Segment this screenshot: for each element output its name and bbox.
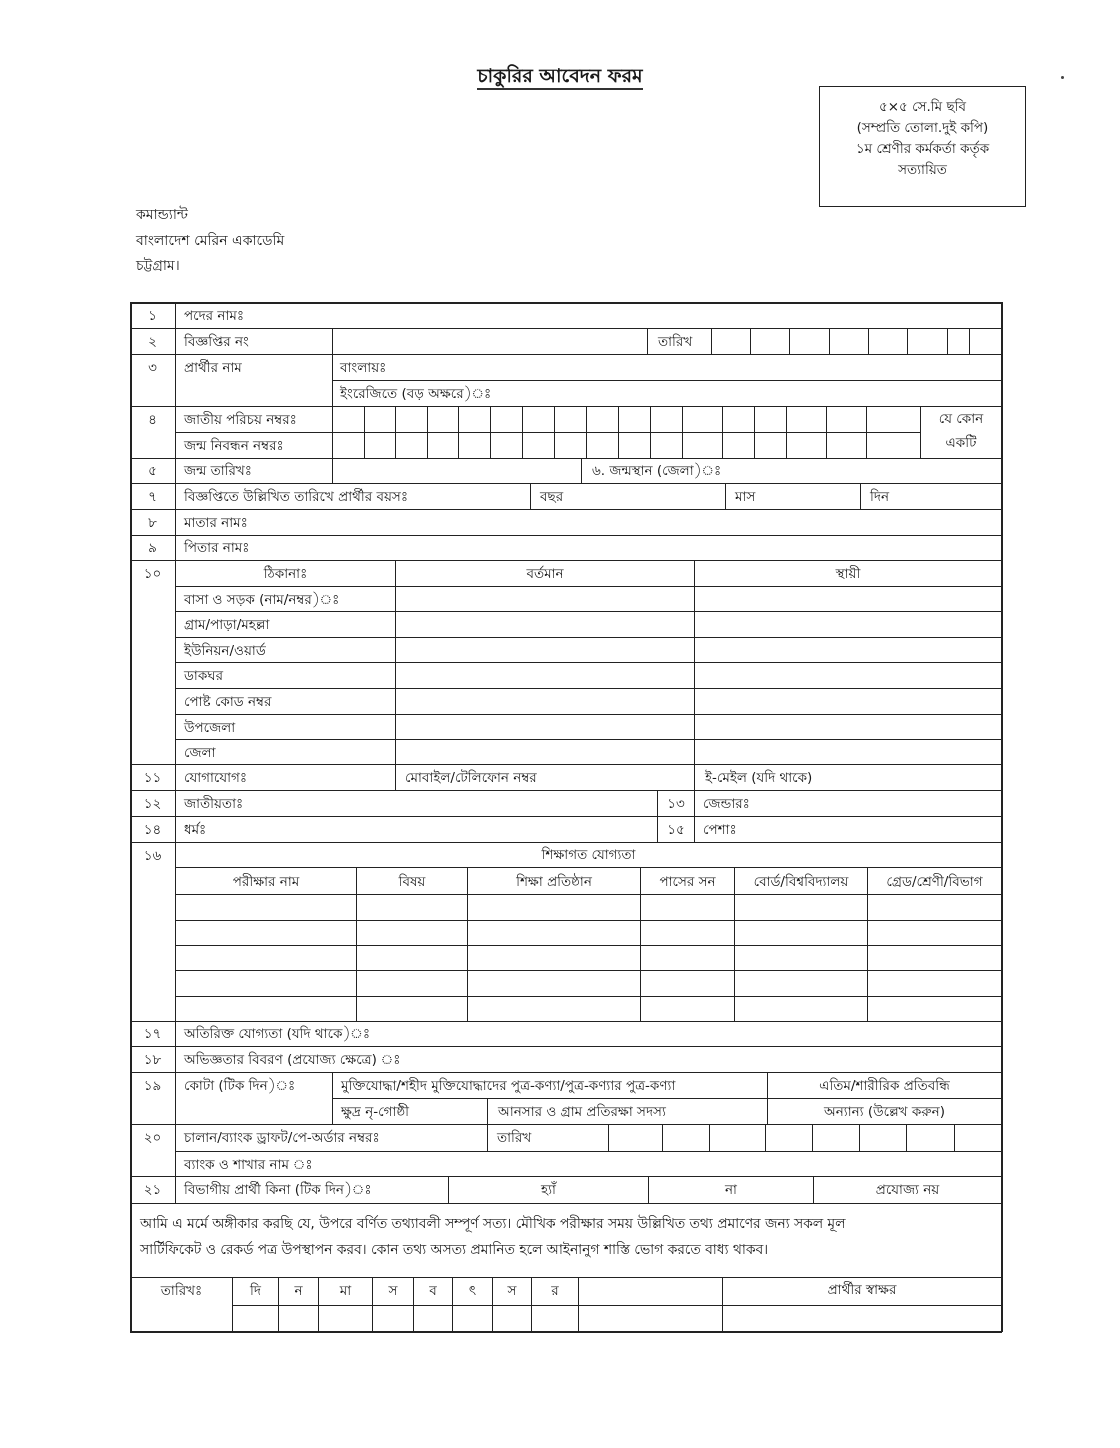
age-label: বিজ্ঞপ্তিতে উল্লিখিত তারিখে প্রার্থীর বয়সঃ bbox=[184, 489, 409, 505]
education-header: শিক্ষাগত যোগ্যতা bbox=[541, 847, 636, 863]
present-upazila-field[interactable] bbox=[396, 715, 694, 739]
row-number: ৫ bbox=[148, 463, 157, 479]
name-bangla-label: বাংলায়ঃ bbox=[340, 360, 387, 376]
circular-no-label: বিজ্ঞপ্তির নং bbox=[184, 334, 249, 350]
gender-label: জেন্ডারঃ bbox=[703, 796, 750, 812]
row-number: ১ bbox=[148, 308, 157, 324]
photo-size-text: ৫×৫ সে.মি ছবি bbox=[878, 99, 966, 115]
edu-col-institution: শিক্ষা প্রতিষ্ঠান bbox=[516, 874, 592, 890]
applicant-name-label: প্রার্থীর নাম bbox=[184, 360, 242, 376]
age-year-field[interactable] bbox=[575, 484, 725, 509]
row-number: ১৭ bbox=[143, 1026, 162, 1042]
phone-field[interactable] bbox=[580, 765, 694, 790]
education-row[interactable] bbox=[176, 946, 1001, 970]
departmental-na-option[interactable]: প্রযোজ্য নয় bbox=[875, 1182, 940, 1198]
permanent-post-code-field[interactable] bbox=[695, 689, 1001, 714]
any-one-note-2: একটি bbox=[945, 435, 977, 451]
occupation-field[interactable] bbox=[750, 817, 1001, 842]
email-label: ই-মেইল (যদি থাকে) bbox=[705, 770, 813, 786]
quota-orphan-disabled-option[interactable]: এতিম/শারীরিক প্রতিবন্ধি bbox=[819, 1078, 950, 1094]
date-char-d: দি bbox=[250, 1283, 261, 1299]
dob-label: জন্ম তারিখঃ bbox=[184, 463, 252, 479]
present-union-field[interactable] bbox=[396, 638, 694, 662]
birth-reg-label: জন্ম নিবন্ধন নম্বরঃ bbox=[184, 438, 284, 454]
quota-freedom-fighter-option[interactable]: মুক্তিযোদ্ধা/শহীদ মুক্তিযোদ্ধাদের পুত্র-কণ্যা/পুত্র-কণ্যার পুত্র-কণ্যা bbox=[341, 1078, 676, 1094]
addressee-title: কমান্ড্যান্ট bbox=[136, 207, 188, 223]
bank-branch-field[interactable] bbox=[340, 1152, 1001, 1176]
challan-label: চালান/ব্যাংক ড্রাফট/পে-অর্ডার নম্বরঃ bbox=[184, 1130, 380, 1146]
name-bangla-field[interactable] bbox=[410, 355, 1001, 380]
education-row[interactable] bbox=[176, 921, 1001, 945]
post-code-label: পোষ্ট কোড নম্বর bbox=[184, 694, 272, 710]
religion-field[interactable] bbox=[220, 817, 657, 842]
addressee bbox=[136, 203, 284, 280]
edu-col-board: বোর্ড/বিশ্ববিদ্যালয় bbox=[753, 874, 849, 890]
post-name-field[interactable] bbox=[270, 303, 1001, 328]
address-label: ঠিকানাঃ bbox=[263, 566, 308, 582]
date-char-b: ব bbox=[429, 1283, 437, 1299]
nid-field[interactable] bbox=[333, 407, 920, 432]
edu-col-pass-year: পাসের সন bbox=[659, 874, 716, 890]
date-char-s: স bbox=[388, 1283, 398, 1299]
footer-date-field[interactable] bbox=[233, 1306, 578, 1331]
row-number: ১৩ bbox=[667, 796, 685, 812]
date-char-r: র bbox=[551, 1283, 559, 1299]
present-village-field[interactable] bbox=[396, 612, 694, 637]
nationality-field[interactable] bbox=[260, 791, 657, 816]
father-name-label: পিতার নামঃ bbox=[184, 540, 250, 556]
row-number: ১৬ bbox=[143, 848, 162, 864]
permanent-house-road-field[interactable] bbox=[695, 587, 1001, 611]
present-post-code-field[interactable] bbox=[396, 689, 694, 714]
challan-no-field[interactable] bbox=[420, 1125, 487, 1151]
row-number: ২ bbox=[148, 334, 157, 350]
age-month-field[interactable] bbox=[765, 484, 860, 509]
age-month-label: মাস bbox=[735, 489, 756, 505]
form-title: চাকুরির আবেদন ফরম bbox=[0, 62, 1120, 94]
experience-field[interactable] bbox=[430, 1047, 1001, 1072]
name-english-field[interactable] bbox=[510, 381, 1001, 406]
bank-branch-label: ব্যাংক ও শাখার নাম ঃ bbox=[184, 1157, 313, 1173]
row-number: ৮ bbox=[148, 515, 157, 531]
row-number: ১৮ bbox=[143, 1052, 162, 1068]
row-number: ১৫ bbox=[667, 822, 685, 838]
mother-name-field[interactable] bbox=[270, 510, 1001, 535]
mother-name-label: মাতার নামঃ bbox=[184, 515, 248, 531]
row-number: ৭ bbox=[148, 489, 157, 505]
addressee-org: বাংলাদেশ মেরিন একাডেমি bbox=[136, 232, 285, 249]
education-row[interactable] bbox=[176, 895, 1001, 920]
nationality-label: জাতীয়তাঃ bbox=[184, 796, 244, 812]
permanent-village-field[interactable] bbox=[695, 612, 1001, 637]
date-char-n: ন bbox=[294, 1283, 303, 1299]
edu-col-exam: পরীক্ষার নাম bbox=[232, 874, 300, 890]
departmental-no-option[interactable]: না bbox=[725, 1182, 737, 1198]
circular-date-field[interactable] bbox=[712, 329, 1001, 354]
edu-col-grade: গ্রেড/শ্রেণী/বিভাগ bbox=[886, 874, 983, 890]
photo-recent-text: (সম্প্রতি তোলা.দুই কপি) bbox=[856, 120, 989, 136]
row-number: ২০ bbox=[143, 1130, 162, 1146]
photo-attest-text: ১ম শ্রেণীর কর্মকর্তা কর্তৃক bbox=[855, 141, 990, 157]
edu-col-subject: বিষয় bbox=[398, 874, 426, 890]
additional-qualification-label: অতিরিক্ত যোগ্যতা (যদি থাকে)ঃ bbox=[184, 1026, 371, 1042]
permanent-upazila-field[interactable] bbox=[695, 715, 1001, 739]
signature-label: প্রার্থীর স্বাক্ষর bbox=[827, 1282, 897, 1298]
age-day-label: দিন bbox=[870, 489, 890, 505]
row-number: ১০ bbox=[143, 566, 162, 582]
religion-label: ধর্মঃ bbox=[184, 822, 207, 838]
declaration-line-2: সার্টিফিকেট ও রেকর্ড পত্র উপস্থাপন করব। কোন তথ্য অসত্য প্রমানিত হলে আইনানুগ শাস্তি ভোগ করতে বাধ্য থাকব। bbox=[140, 1242, 769, 1258]
quota-label: কোটা (টিক দিন)ঃ bbox=[184, 1078, 296, 1094]
house-road-label: বাসা ও সড়ক (নাম/নম্বর)ঃ bbox=[184, 592, 340, 608]
present-house-road-field[interactable] bbox=[396, 587, 694, 611]
row-number: ২১ bbox=[143, 1182, 162, 1198]
post-name-label: পদের নামঃ bbox=[184, 308, 245, 324]
row-number: ৪ bbox=[148, 412, 157, 428]
dob-field[interactable] bbox=[333, 459, 581, 483]
departmental-yes-option[interactable]: হ্যাঁ bbox=[541, 1182, 556, 1198]
gender-field[interactable] bbox=[760, 791, 1001, 816]
date-char-t: ৎ bbox=[468, 1283, 477, 1299]
quota-other-option[interactable]: অন্যান্য (উল্লেখ করুন) bbox=[824, 1104, 945, 1120]
experience-label: অভিজ্ঞতার বিবরণ (প্রযোজ্য ক্ষেত্রে) ঃ bbox=[184, 1052, 401, 1068]
additional-qualification-field[interactable] bbox=[395, 1022, 1001, 1046]
row-number: ১৯ bbox=[143, 1078, 162, 1094]
union-ward-label: ইউনিয়ন/ওয়ার্ড bbox=[184, 643, 266, 659]
village-label: গ্রাম/পাড়া/মহল্লা bbox=[184, 617, 270, 633]
photo-box bbox=[819, 86, 1026, 207]
permanent-district-field[interactable] bbox=[695, 740, 1001, 764]
circular-date-label: তারিখ bbox=[658, 334, 693, 350]
nid-label: জাতীয় পরিচয় নম্বরঃ bbox=[184, 412, 297, 428]
birth-reg-field[interactable] bbox=[333, 433, 920, 458]
permanent-post-office-field[interactable] bbox=[695, 663, 1001, 688]
row-number: ৯ bbox=[148, 540, 157, 556]
district-label: জেলা bbox=[184, 745, 216, 761]
row-number: ১৪ bbox=[143, 822, 162, 838]
row-number: ১২ bbox=[143, 796, 162, 812]
quota-ethnic-minority-option[interactable]: ক্ষুদ্র নৃ-গোষ্ঠী bbox=[341, 1104, 410, 1120]
education-row[interactable] bbox=[176, 971, 1001, 996]
quota-ansar-vdp-option[interactable]: আনসার ও গ্রাম প্রতিরক্ষা সদস্য bbox=[498, 1104, 666, 1120]
present-post-office-field[interactable] bbox=[396, 663, 694, 688]
departmental-candidate-label: বিভাগীয় প্রার্থী কিনা (টিক দিন)ঃ bbox=[184, 1182, 372, 1198]
row-number: ৩ bbox=[148, 360, 157, 376]
email-field[interactable] bbox=[845, 765, 1001, 790]
upazila-label: উপজেলা bbox=[184, 720, 236, 736]
date-char-ma: মা bbox=[339, 1283, 352, 1299]
any-one-note: যে কোন bbox=[938, 411, 984, 427]
post-office-label: ডাকঘর bbox=[184, 668, 224, 684]
permanent-address-header: স্থায়ী bbox=[835, 566, 861, 582]
birthplace-label: ৬. জন্মস্থান (জেলা)ঃ bbox=[592, 463, 722, 479]
circular-no-field[interactable] bbox=[333, 329, 647, 354]
addressee-city: চট্টগ্রাম। bbox=[136, 258, 180, 274]
declaration-line-1: আমি এ মর্মে অঙ্গীকার করছি যে, উপরে বর্ণিত তথ্যাবলী সম্পূর্ণ সত্য। মৌখিক পরীক্ষার সময় উল্লিখিত তথ্য প্রমাণের জন্য সকল মূল bbox=[140, 1216, 846, 1232]
row-number: ১১ bbox=[143, 770, 162, 786]
contact-label: যোগাযোগঃ bbox=[184, 770, 248, 786]
footer-date-label: তারিখঃ bbox=[160, 1283, 203, 1299]
signature-field[interactable] bbox=[723, 1306, 1001, 1331]
phone-label: মোবাইল/টেলিফোন নম্বর bbox=[405, 770, 537, 786]
age-day-field[interactable] bbox=[900, 484, 1001, 509]
challan-date-field[interactable] bbox=[609, 1125, 1001, 1151]
date-char-s2: স bbox=[507, 1283, 517, 1299]
present-address-header: বর্তমান bbox=[526, 566, 564, 582]
present-district-field[interactable] bbox=[396, 740, 694, 764]
permanent-union-field[interactable] bbox=[695, 638, 1001, 662]
age-year-label: বছর bbox=[540, 489, 564, 505]
scan-speck bbox=[1061, 76, 1064, 79]
challan-date-label: তারিখ bbox=[497, 1130, 532, 1146]
photo-attested-text: সত্যায়িত bbox=[898, 162, 947, 178]
education-row[interactable] bbox=[176, 997, 1001, 1021]
father-name-field[interactable] bbox=[270, 536, 1001, 560]
birthplace-field[interactable] bbox=[730, 459, 1001, 483]
occupation-label: পেশাঃ bbox=[703, 822, 737, 838]
name-english-label: ইংরেজিতে (বড় অক্ষরে)ঃ bbox=[340, 386, 492, 402]
